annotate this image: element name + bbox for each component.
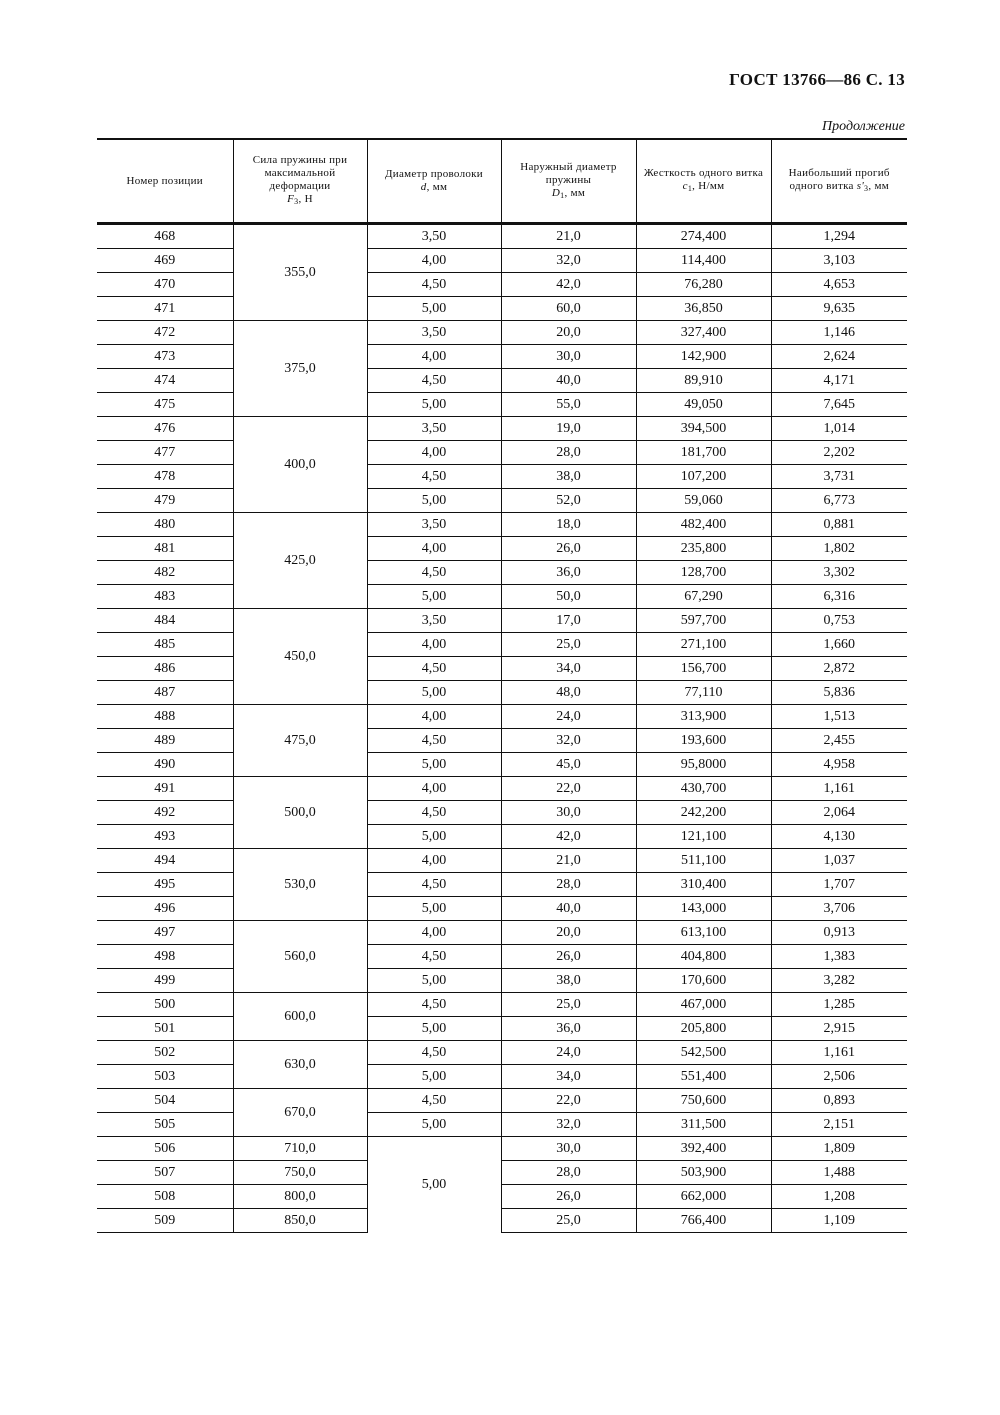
table-row: [97, 417, 907, 441]
cell-wire-diameter: 4,50: [367, 729, 501, 753]
cell-stiffness: 327,400: [636, 321, 771, 345]
cell-deflection: 1,014: [771, 417, 907, 441]
cell-stiffness: 404,800: [636, 945, 771, 969]
cell-force: 560,0: [233, 921, 367, 993]
cell-stiffness: 662,000: [636, 1185, 771, 1209]
cell-outer-diameter: 36,0: [501, 1017, 636, 1041]
cell-stiffness: 235,800: [636, 537, 771, 561]
cell-position: 484: [97, 609, 233, 633]
cell-stiffness: 76,280: [636, 273, 771, 297]
cell-deflection: 1,161: [771, 1041, 907, 1065]
header-wire-diameter: [367, 139, 501, 224]
cell-position: 479: [97, 489, 233, 513]
cell-wire-diameter: 5,00: [367, 753, 501, 777]
cell-deflection: 3,282: [771, 969, 907, 993]
cell-wire-diameter: 5,00: [367, 489, 501, 513]
header-wire-symbol: d: [420, 181, 427, 193]
cell-position: 481: [97, 537, 233, 561]
cell-stiffness: 503,900: [636, 1161, 771, 1185]
table-row: [97, 873, 907, 897]
table-row: [97, 753, 907, 777]
cell-stiffness: 394,500: [636, 417, 771, 441]
cell-wire-diameter: 4,50: [367, 873, 501, 897]
table-row: [97, 1041, 907, 1065]
header-position: [97, 139, 233, 224]
cell-position: 508: [97, 1185, 233, 1209]
table-row: [97, 321, 907, 345]
table-row: [97, 849, 907, 873]
cell-stiffness: 542,500: [636, 1041, 771, 1065]
header-stiffness-unit: , Н/мм: [692, 180, 725, 192]
cell-stiffness: 430,700: [636, 777, 771, 801]
cell-position: 487: [97, 681, 233, 705]
header-deflection-unit: , мм: [868, 180, 889, 192]
cell-outer-diameter: 26,0: [501, 1185, 636, 1209]
cell-deflection: 5,836: [771, 681, 907, 705]
cell-force: 800,0: [233, 1185, 367, 1209]
cell-outer-diameter: 60,0: [501, 297, 636, 321]
table-row: [97, 945, 907, 969]
cell-stiffness: 750,600: [636, 1089, 771, 1113]
cell-position: 478: [97, 465, 233, 489]
cell-position: 471: [97, 297, 233, 321]
header-force-label: Сила пружины при максимальной деформации: [252, 154, 348, 192]
cell-stiffness: 766,400: [636, 1209, 771, 1233]
cell-wire-diameter: 3,50: [367, 609, 501, 633]
cell-outer-diameter: 26,0: [501, 537, 636, 561]
cell-outer-diameter: 19,0: [501, 417, 636, 441]
cell-stiffness: 36,850: [636, 297, 771, 321]
cell-position: 476: [97, 417, 233, 441]
cell-outer-diameter: 28,0: [501, 873, 636, 897]
cell-deflection: 2,455: [771, 729, 907, 753]
cell-wire-diameter: 3,50: [367, 224, 501, 249]
cell-outer-diameter: 32,0: [501, 249, 636, 273]
cell-outer-diameter: 24,0: [501, 1041, 636, 1065]
cell-stiffness: 59,060: [636, 489, 771, 513]
cell-stiffness: 392,400: [636, 1137, 771, 1161]
cell-stiffness: 205,800: [636, 1017, 771, 1041]
continuation-label: Продолжение: [822, 119, 905, 134]
cell-force: 450,0: [233, 609, 367, 705]
cell-deflection: 0,893: [771, 1089, 907, 1113]
cell-outer-diameter: 21,0: [501, 849, 636, 873]
cell-outer-diameter: 20,0: [501, 321, 636, 345]
cell-position: 477: [97, 441, 233, 465]
header-stiffness-symbol: c: [682, 180, 688, 192]
cell-wire-diameter: 4,00: [367, 537, 501, 561]
table-row: [97, 729, 907, 753]
cell-deflection: 1,285: [771, 993, 907, 1017]
cell-wire-diameter: 3,50: [367, 321, 501, 345]
cell-outer-diameter: 40,0: [501, 369, 636, 393]
cell-stiffness: 107,200: [636, 465, 771, 489]
table-row: [97, 657, 907, 681]
cell-wire-diameter: 5,00: [367, 1137, 501, 1233]
cell-stiffness: 95,8000: [636, 753, 771, 777]
cell-position: 480: [97, 513, 233, 537]
table-row: [97, 273, 907, 297]
cell-outer-diameter: 22,0: [501, 1089, 636, 1113]
cell-stiffness: 242,200: [636, 801, 771, 825]
cell-position: 482: [97, 561, 233, 585]
table-row: [97, 441, 907, 465]
cell-stiffness: 271,100: [636, 633, 771, 657]
cell-force: 425,0: [233, 513, 367, 609]
cell-wire-diameter: 5,00: [367, 1065, 501, 1089]
cell-wire-diameter: 3,50: [367, 417, 501, 441]
table-row: [97, 1017, 907, 1041]
cell-stiffness: 551,400: [636, 1065, 771, 1089]
cell-wire-diameter: 4,50: [367, 561, 501, 585]
cell-position: 474: [97, 369, 233, 393]
cell-deflection: 2,151: [771, 1113, 907, 1137]
cell-deflection: 1,109: [771, 1209, 907, 1233]
cell-wire-diameter: 4,50: [367, 273, 501, 297]
cell-wire-diameter: 4,50: [367, 1041, 501, 1065]
cell-force: 500,0: [233, 777, 367, 849]
cell-stiffness: 49,050: [636, 393, 771, 417]
cell-wire-diameter: 5,00: [367, 585, 501, 609]
cell-deflection: 7,645: [771, 393, 907, 417]
spring-spec-table: [97, 138, 907, 1233]
cell-wire-diameter: 5,00: [367, 969, 501, 993]
cell-outer-diameter: 32,0: [501, 729, 636, 753]
cell-deflection: 2,506: [771, 1065, 907, 1089]
cell-deflection: 2,202: [771, 441, 907, 465]
cell-wire-diameter: 5,00: [367, 825, 501, 849]
table-row: [97, 1089, 907, 1113]
cell-deflection: 1,161: [771, 777, 907, 801]
cell-position: 503: [97, 1065, 233, 1089]
cell-stiffness: 511,100: [636, 849, 771, 873]
cell-position: 498: [97, 945, 233, 969]
cell-outer-diameter: 26,0: [501, 945, 636, 969]
header-position-label: Номер позиции: [126, 174, 203, 187]
cell-force: 400,0: [233, 417, 367, 513]
cell-outer-diameter: 25,0: [501, 633, 636, 657]
cell-deflection: 1,383: [771, 945, 907, 969]
cell-position: 501: [97, 1017, 233, 1041]
cell-stiffness: 613,100: [636, 921, 771, 945]
cell-outer-diameter: 25,0: [501, 993, 636, 1017]
cell-position: 491: [97, 777, 233, 801]
cell-outer-diameter: 28,0: [501, 1161, 636, 1185]
cell-deflection: 1,146: [771, 321, 907, 345]
cell-outer-diameter: 22,0: [501, 777, 636, 801]
cell-position: 502: [97, 1041, 233, 1065]
table-row: [97, 993, 907, 1017]
header-stiffness-subscript: 1: [687, 184, 693, 193]
table-row: [97, 1065, 907, 1089]
cell-position: 488: [97, 705, 233, 729]
cell-stiffness: 142,900: [636, 345, 771, 369]
cell-outer-diameter: 30,0: [501, 1137, 636, 1161]
header-outer-label: Наружный диаметр пружины: [520, 160, 617, 186]
header-wire-label: Диаметр проволоки: [385, 168, 483, 180]
cell-wire-diameter: 4,00: [367, 705, 501, 729]
cell-outer-diameter: 42,0: [501, 273, 636, 297]
header-wire-unit: , мм: [426, 181, 448, 193]
cell-wire-diameter: 4,50: [367, 657, 501, 681]
cell-wire-diameter: 5,00: [367, 1113, 501, 1137]
cell-stiffness: 467,000: [636, 993, 771, 1017]
cell-deflection: 3,302: [771, 561, 907, 585]
cell-force: 355,0: [233, 224, 367, 321]
cell-outer-diameter: 32,0: [501, 1113, 636, 1137]
cell-outer-diameter: 48,0: [501, 681, 636, 705]
cell-wire-diameter: 5,00: [367, 897, 501, 921]
cell-position: 493: [97, 825, 233, 849]
table-row: [97, 681, 907, 705]
cell-outer-diameter: 25,0: [501, 1209, 636, 1233]
cell-deflection: 1,513: [771, 705, 907, 729]
cell-deflection: 9,635: [771, 297, 907, 321]
table-row: [97, 513, 907, 537]
table-row: [97, 969, 907, 993]
cell-position: 470: [97, 273, 233, 297]
table-row: [97, 585, 907, 609]
header-outer-unit: , мм: [564, 186, 586, 199]
table-row: [97, 897, 907, 921]
cell-outer-diameter: 45,0: [501, 753, 636, 777]
cell-force: 375,0: [233, 321, 367, 417]
cell-deflection: 4,653: [771, 273, 907, 297]
cell-stiffness: 310,400: [636, 873, 771, 897]
cell-force: 850,0: [233, 1209, 367, 1233]
cell-wire-diameter: 4,50: [367, 801, 501, 825]
header-outer-subscript: 1: [560, 190, 565, 200]
cell-wire-diameter: 4,00: [367, 921, 501, 945]
cell-stiffness: 143,000: [636, 897, 771, 921]
table-row: [97, 465, 907, 489]
cell-outer-diameter: 38,0: [501, 465, 636, 489]
cell-deflection: 2,915: [771, 1017, 907, 1041]
cell-deflection: 0,913: [771, 921, 907, 945]
cell-deflection: 3,706: [771, 897, 907, 921]
table-row: [97, 825, 907, 849]
cell-position: 472: [97, 321, 233, 345]
table-header-row: [97, 139, 907, 224]
cell-wire-diameter: 5,00: [367, 393, 501, 417]
cell-wire-diameter: 3,50: [367, 513, 501, 537]
cell-force: 750,0: [233, 1161, 367, 1185]
cell-wire-diameter: 5,00: [367, 681, 501, 705]
table-row: [97, 561, 907, 585]
cell-position: 507: [97, 1161, 233, 1185]
cell-wire-diameter: 5,00: [367, 1017, 501, 1041]
cell-force: 670,0: [233, 1089, 367, 1137]
cell-wire-diameter: 4,50: [367, 945, 501, 969]
header-deflection: [771, 139, 907, 224]
cell-wire-diameter: 4,50: [367, 993, 501, 1017]
table-row: [97, 224, 907, 249]
cell-deflection: 2,064: [771, 801, 907, 825]
cell-outer-diameter: 21,0: [501, 224, 636, 249]
cell-deflection: 3,103: [771, 249, 907, 273]
table-row: [97, 777, 907, 801]
cell-deflection: 4,171: [771, 369, 907, 393]
cell-position: 500: [97, 993, 233, 1017]
cell-deflection: 1,802: [771, 537, 907, 561]
cell-wire-diameter: 4,50: [367, 369, 501, 393]
cell-position: 485: [97, 633, 233, 657]
table-row: [97, 537, 907, 561]
cell-deflection: 3,731: [771, 465, 907, 489]
table-row: [97, 249, 907, 273]
cell-deflection: 1,488: [771, 1161, 907, 1185]
header-outer-diameter: [501, 139, 636, 224]
cell-stiffness: 121,100: [636, 825, 771, 849]
header-stiffness-label: Жесткость одного витка: [643, 167, 764, 179]
cell-outer-diameter: 52,0: [501, 489, 636, 513]
cell-position: 483: [97, 585, 233, 609]
table-row: [97, 801, 907, 825]
table-body: [97, 224, 907, 1233]
cell-outer-diameter: 30,0: [501, 345, 636, 369]
cell-wire-diameter: 4,00: [367, 441, 501, 465]
cell-position: 497: [97, 921, 233, 945]
cell-deflection: 1,660: [771, 633, 907, 657]
cell-deflection: 1,208: [771, 1185, 907, 1209]
cell-wire-diameter: 5,00: [367, 297, 501, 321]
cell-deflection: 4,958: [771, 753, 907, 777]
cell-deflection: 0,881: [771, 513, 907, 537]
cell-force: 600,0: [233, 993, 367, 1041]
cell-deflection: 2,624: [771, 345, 907, 369]
header-force: [233, 139, 367, 224]
cell-position: 499: [97, 969, 233, 993]
cell-outer-diameter: 55,0: [501, 393, 636, 417]
cell-outer-diameter: 28,0: [501, 441, 636, 465]
cell-position: 494: [97, 849, 233, 873]
cell-position: 469: [97, 249, 233, 273]
cell-position: 490: [97, 753, 233, 777]
cell-deflection: 4,130: [771, 825, 907, 849]
cell-outer-diameter: 50,0: [501, 585, 636, 609]
cell-deflection: 6,773: [771, 489, 907, 513]
table-row: [97, 1137, 907, 1161]
cell-deflection: 1,294: [771, 224, 907, 249]
cell-position: 492: [97, 801, 233, 825]
table-row: [97, 1113, 907, 1137]
table-row: [97, 1185, 907, 1209]
cell-position: 505: [97, 1113, 233, 1137]
header-outer-symbol: D: [551, 186, 561, 199]
table-row: [97, 1209, 907, 1233]
header-stiffness: [636, 139, 771, 224]
table-row: [97, 633, 907, 657]
cell-stiffness: 597,700: [636, 609, 771, 633]
cell-stiffness: 67,290: [636, 585, 771, 609]
cell-outer-diameter: 34,0: [501, 1065, 636, 1089]
table-row: [97, 1161, 907, 1185]
cell-wire-diameter: 4,00: [367, 777, 501, 801]
cell-position: 468: [97, 224, 233, 249]
cell-position: 509: [97, 1209, 233, 1233]
cell-force: 475,0: [233, 705, 367, 777]
cell-stiffness: 313,900: [636, 705, 771, 729]
cell-wire-diameter: 4,00: [367, 249, 501, 273]
cell-deflection: 1,707: [771, 873, 907, 897]
cell-outer-diameter: 38,0: [501, 969, 636, 993]
cell-deflection: 6,316: [771, 585, 907, 609]
cell-outer-diameter: 42,0: [501, 825, 636, 849]
cell-outer-diameter: 20,0: [501, 921, 636, 945]
cell-outer-diameter: 18,0: [501, 513, 636, 537]
cell-stiffness: 482,400: [636, 513, 771, 537]
cell-outer-diameter: 24,0: [501, 705, 636, 729]
cell-deflection: 2,872: [771, 657, 907, 681]
cell-position: 473: [97, 345, 233, 369]
cell-position: 486: [97, 657, 233, 681]
table-row: [97, 705, 907, 729]
header-force-symbol: F: [287, 193, 295, 205]
cell-wire-diameter: 4,00: [367, 345, 501, 369]
cell-force: 630,0: [233, 1041, 367, 1089]
cell-stiffness: 170,600: [636, 969, 771, 993]
cell-wire-diameter: 4,50: [367, 1089, 501, 1113]
header-force-unit: , Н: [298, 193, 313, 205]
cell-outer-diameter: 30,0: [501, 801, 636, 825]
cell-outer-diameter: 36,0: [501, 561, 636, 585]
table-row: [97, 297, 907, 321]
cell-outer-diameter: 40,0: [501, 897, 636, 921]
cell-force: 530,0: [233, 849, 367, 921]
cell-stiffness: 114,400: [636, 249, 771, 273]
cell-deflection: 1,037: [771, 849, 907, 873]
cell-deflection: 0,753: [771, 609, 907, 633]
cell-position: 506: [97, 1137, 233, 1161]
cell-position: 489: [97, 729, 233, 753]
cell-position: 504: [97, 1089, 233, 1113]
cell-stiffness: 128,700: [636, 561, 771, 585]
header-deflection-subscript: 3: [864, 184, 869, 193]
cell-force: 710,0: [233, 1137, 367, 1161]
table-row: [97, 921, 907, 945]
table-row: [97, 345, 907, 369]
cell-stiffness: 274,400: [636, 224, 771, 249]
cell-outer-diameter: 34,0: [501, 657, 636, 681]
cell-stiffness: 181,700: [636, 441, 771, 465]
cell-stiffness: 89,910: [636, 369, 771, 393]
table-row: [97, 489, 907, 513]
cell-wire-diameter: 4,00: [367, 849, 501, 873]
cell-stiffness: 156,700: [636, 657, 771, 681]
header-force-subscript: 3: [294, 197, 299, 206]
cell-wire-diameter: 4,00: [367, 633, 501, 657]
table-row: [97, 393, 907, 417]
cell-wire-diameter: 4,50: [367, 465, 501, 489]
cell-outer-diameter: 17,0: [501, 609, 636, 633]
cell-position: 496: [97, 897, 233, 921]
header-deflection-label: Наибольший прогиб одного витка: [788, 167, 890, 192]
cell-stiffness: 311,500: [636, 1113, 771, 1137]
cell-position: 495: [97, 873, 233, 897]
cell-deflection: 1,809: [771, 1137, 907, 1161]
table-row: [97, 369, 907, 393]
page-header: ГОСТ 13766—86 С. 13: [729, 70, 905, 89]
cell-position: 475: [97, 393, 233, 417]
header-deflection-symbol: s': [856, 180, 865, 192]
cell-stiffness: 193,600: [636, 729, 771, 753]
table-row: [97, 609, 907, 633]
cell-stiffness: 77,110: [636, 681, 771, 705]
